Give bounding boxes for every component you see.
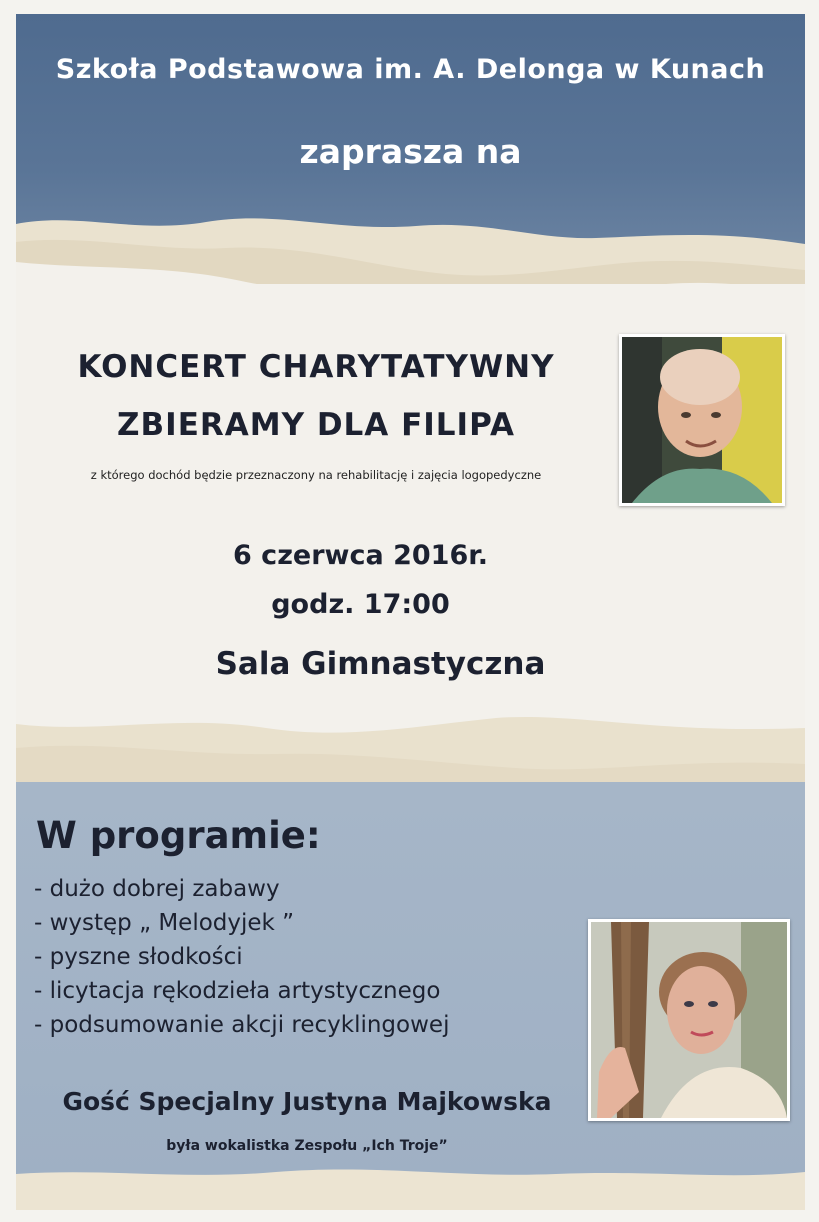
program-item: - dużo dobrej zabawy	[34, 876, 280, 902]
program-list	[34, 872, 449, 1042]
poster	[16, 14, 805, 1210]
event-subtitle: ZBIERAMY DLA FILIPA	[117, 407, 515, 443]
program-item: - występ „ Melodyjek ”	[34, 910, 295, 936]
event-date: 6 czerwca 2016r.	[233, 540, 488, 571]
boy-photo	[619, 334, 785, 506]
event-time: godz. 17:00	[271, 589, 450, 620]
torn-paper-bottom	[16, 1164, 805, 1210]
singer-photo	[588, 919, 790, 1121]
program-item: - pyszne słodkości	[34, 944, 243, 970]
special-guest: Gość Specjalny Justyna Majkowska	[62, 1087, 552, 1116]
event-purpose: z którego dochód będzie przeznaczony na rehabilitację i zajęcia logopedyczne	[90, 468, 542, 482]
boy-photo-image	[622, 337, 782, 503]
singer-photo-image	[591, 922, 787, 1118]
program-item: - podsumowanie akcji recyklingowej	[34, 1012, 450, 1038]
event-title: KONCERT CHARYTATYWNY	[77, 349, 555, 385]
event-place: Sala Gimnastyczna	[215, 646, 546, 682]
guest-description: była wokalistka Zespołu „Ich Troje”	[166, 1138, 448, 1154]
school-name: Szkoła Podstawowa im. A. Delonga w Kunach	[55, 54, 766, 85]
program-item: - licytacja rękodzieła artystycznego	[34, 978, 441, 1004]
program-title: W programie:	[36, 814, 321, 857]
invitation-text: zaprasza na	[299, 132, 522, 171]
